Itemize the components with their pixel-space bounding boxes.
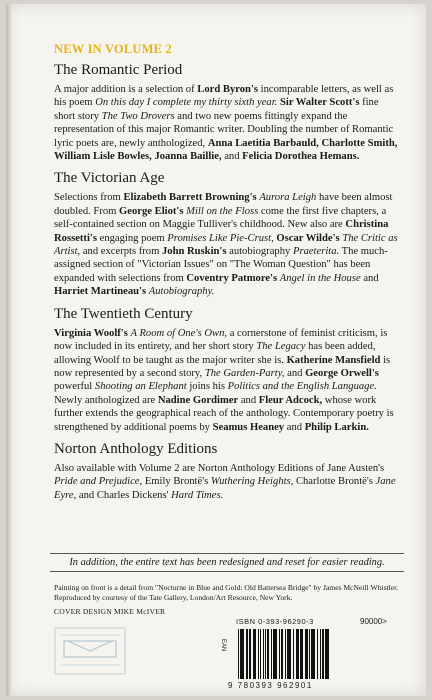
author-name: Katherine Mansfield	[286, 354, 381, 366]
barcode-bar	[240, 629, 244, 679]
body-text: incomparable letters, as well as his poem	[54, 84, 394, 109]
isbn-text: ISBN 0-393-96290-3	[236, 617, 314, 626]
barcode-bar	[238, 629, 239, 679]
back-cover	[6, 4, 426, 696]
barcode-bar	[273, 629, 277, 679]
barcode-bar	[253, 629, 256, 679]
author-name: John Ruskin's	[161, 246, 227, 258]
work-title: The Two Drovers	[101, 110, 175, 122]
work-title: Politics and the English Language.	[227, 381, 377, 393]
work-title: The Legacy	[256, 341, 306, 353]
barcode	[234, 627, 414, 681]
barcode-area	[220, 617, 416, 691]
work-title: Angel in the House	[279, 272, 361, 284]
body-text: Emily Brontë's	[142, 476, 211, 488]
barcode-bar	[322, 629, 324, 679]
spine-edge	[6, 4, 12, 696]
work-title: The Critic as Artist,	[54, 232, 398, 258]
author-name: Nadine Gordimer	[157, 394, 239, 406]
body-text: A major addition is a selection of	[54, 84, 198, 95]
body-text: Newly anthologized are	[54, 394, 158, 406]
section-body	[54, 462, 398, 502]
section-body	[54, 191, 398, 298]
author-name: George Eliot's	[119, 205, 184, 217]
body-text: and	[238, 394, 259, 406]
barcode-bar	[271, 629, 272, 679]
work-title: Jane Eyre,	[54, 476, 396, 501]
barcode-bar	[267, 629, 269, 679]
barcode-bar	[249, 629, 251, 679]
body-text: engaging poem	[96, 232, 168, 244]
body-text: The much-assigned section of "Victorian Issues" on "The Woman Question" has been expanded with selections from	[54, 246, 388, 284]
barcode-bar	[258, 629, 259, 679]
body-text: Selections from	[54, 192, 124, 204]
work-title: Hard Times.	[171, 489, 224, 501]
author-name: Elizabeth Barrett Browning's	[123, 192, 257, 204]
section-title: The Victorian Age	[54, 170, 165, 187]
barcode-bar	[296, 629, 299, 679]
author-name: Oscar Wilde's	[276, 232, 340, 244]
barcode-bar	[279, 629, 280, 679]
barcode-bar	[300, 629, 303, 679]
body-text: and excerpts from	[80, 246, 162, 258]
body-text: and	[284, 421, 305, 433]
barcode-bar	[309, 629, 310, 679]
body-text: Charlotte Brontë's	[293, 476, 376, 488]
author-name: Fleur Adcock,	[258, 394, 323, 406]
author-name: Lord Byron's	[197, 84, 259, 95]
body-text: and two new poems fittingly expand the representation of this major Romantic writer. Doubling the number of Romantic lyric poets are, newly anthologized,	[54, 110, 394, 149]
sections	[54, 62, 398, 502]
barcode-bar	[311, 629, 315, 679]
work-title: Pride and Prejudice,	[54, 476, 143, 488]
author-name: Virginia Woolf's	[54, 327, 128, 339]
body-text: whose work further extends the geographical reach of the anthology. Contemporary poetry is strengthened by additional poems by	[54, 394, 394, 433]
barcode-bar	[293, 629, 294, 679]
body-text: fine short story	[54, 97, 379, 122]
barcode-bar	[246, 629, 248, 679]
author-name: Coventry Patmore's	[186, 272, 278, 284]
section-title: The Romantic Period	[54, 62, 183, 78]
work-title: Shooting an Elephant	[94, 381, 187, 393]
cover-design-credit: COVER DESIGN MIKE McIVER	[54, 607, 166, 616]
section-title: The Twentieth Century	[54, 305, 193, 322]
volume-heading: NEW IN VOLUME 2	[54, 42, 172, 56]
body-text: Also available with Volume 2 are Norton Anthology Editions of Jane Austen's	[54, 462, 385, 474]
content-area	[54, 42, 398, 509]
body-text: autobiography	[226, 246, 293, 258]
price-code: 90000>	[360, 617, 387, 626]
norton-logo-icon	[54, 627, 126, 675]
work-title: Praeterita.	[292, 246, 340, 258]
work-title: A Room of One's Own,	[130, 327, 228, 339]
author-name: Philip Larkin.	[304, 421, 369, 433]
redesign-notice: In addition, the entire text has been redesigned and reset for easier reading.	[50, 553, 404, 572]
section-title: Norton Anthology Editions	[54, 440, 218, 457]
body-text: and Charles Dickens'	[76, 489, 172, 501]
author-name: Sir Walter Scott's	[279, 97, 360, 109]
author-name: Felicia Dorothea Hemans.	[242, 151, 360, 163]
body-text: and	[360, 272, 379, 284]
work-title: The Garden-Party,	[204, 367, 285, 379]
body-text: and	[284, 367, 306, 379]
work-title: Autobiography.	[148, 286, 215, 298]
author-name: Harriet Martineau's	[54, 286, 147, 298]
barcode-digits: 9 780393 962901	[228, 681, 313, 690]
barcode-bar	[325, 629, 329, 679]
body-text: powerful	[54, 381, 95, 393]
work-title: Mill on the Floss	[186, 205, 259, 217]
barcode-bar	[281, 629, 283, 679]
body-text: a cornerstone of feminist criticism, is now included in its entirety, and her short story	[54, 327, 388, 353]
section-body	[54, 327, 398, 434]
ean-label: EAN	[220, 639, 226, 652]
author-name: George Orwell's	[305, 367, 379, 379]
barcode-bar	[320, 629, 321, 679]
barcode-bar	[265, 629, 266, 679]
work-title: On this day I complete my thirty sixth year.	[95, 97, 278, 109]
barcode-bar	[287, 629, 291, 679]
body-text: is now represented by a second story,	[54, 354, 391, 379]
barcode-bar	[263, 629, 264, 679]
body-text: has been added, allowing Woolf to be taught as the major writer she is.	[54, 341, 376, 366]
work-title: Aurora Leigh	[259, 192, 317, 204]
author-name: Anna Laetitia Barbauld, Charlotte Smith, William Lisle Bowles, Joanna Baillie,	[54, 137, 398, 163]
painting-credit: Painting on front is a detail from "Nocturne in Blue and Gold: Old Battersea Bridge" by James McNeill Whistler. Reproduced by courtesy of the Tate Gallery, London/Art Resource, New York.	[54, 583, 399, 602]
author-name: Seamus Heaney	[212, 421, 285, 433]
barcode-bar	[317, 629, 318, 679]
author-name: Christina Rossetti's	[54, 219, 389, 244]
barcode-bar	[285, 629, 286, 679]
body-text: have been almost doubled. From	[54, 192, 393, 217]
work-title: Promises Like Pie-Crust,	[167, 232, 274, 244]
section-body	[54, 83, 398, 163]
barcode-bar	[260, 629, 261, 679]
body-text: come the first five chapters, a self-contained section on Maggie Tulliver's childhood. New also are	[54, 205, 387, 231]
body-text: and	[221, 151, 243, 163]
work-title: Wuthering Heights,	[210, 476, 294, 488]
barcode-bar	[305, 629, 308, 679]
body-text: joins his	[186, 381, 228, 393]
